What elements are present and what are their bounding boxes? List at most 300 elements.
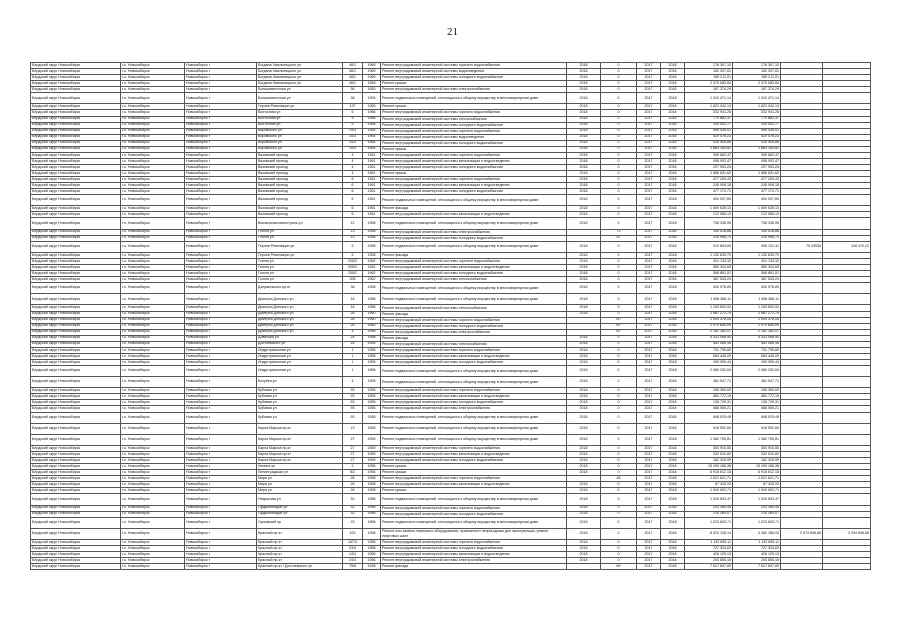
district-cell: Бердский округ Новосибирск — [31, 359, 121, 365]
start-year-cell: 2017 — [637, 252, 661, 258]
build-year-cell: 1956 — [363, 294, 381, 305]
locality-cell: Новосибирск г — [185, 564, 257, 570]
deviation-cell: 0 — [601, 341, 637, 347]
deviation-cell: 0 — [601, 423, 637, 434]
municipality-cell: г.о. Новосибирск — [121, 423, 185, 434]
end-year-cell: 2018 — [661, 128, 685, 134]
cost-total-cell: 369 304,65 — [733, 264, 781, 270]
street-cell: Воровского ул — [257, 128, 343, 134]
locality-cell: Новосибирск г — [185, 146, 257, 152]
build-year-cell: 1928 — [363, 564, 381, 570]
end-year-cell: 2018 — [661, 482, 685, 488]
work-type-cell: Ремонт внутридомовой инженерной системы холодного водоснабжения — [381, 75, 567, 81]
build-year-cell: 1958 — [363, 335, 381, 341]
work-type-cell: Ремонт внутридомовой инженерной системы горячего водоснабжения — [381, 176, 567, 182]
locality-cell: Новосибирск г — [185, 87, 257, 93]
cost-cell: 428 945,88 — [685, 140, 733, 146]
start-year-cell: 2017 — [637, 152, 661, 158]
cost-cell: 207 903,24 — [685, 164, 733, 170]
municipality-cell: г.о. Новосибирск — [121, 511, 185, 517]
start-year-cell: 2017 — [637, 335, 661, 341]
locality-cell: Новосибирск г — [185, 258, 257, 264]
municipality-cell: г.о. Новосибирск — [121, 104, 185, 110]
street-cell: Гоголя ул — [257, 235, 343, 241]
build-year-cell: 1956 — [363, 552, 381, 558]
municipality-cell: г.о. Новосибирск — [121, 164, 185, 170]
work-type-cell: Ремонт подвальных помещений, относящихся к общему имуществу в многоквартирном доме — [381, 494, 567, 505]
table-row — [31, 434, 871, 445]
house-number-cell: 23/4 — [343, 546, 363, 552]
plan-year-cell: 2018 — [567, 164, 601, 170]
locality-cell: Новосибирск г — [185, 353, 257, 359]
work-type-cell: Ремонт внутридомовой инженерной системы холодного водоснабжения — [381, 546, 567, 552]
house-number-cell: 46/1 — [343, 81, 363, 87]
table-row — [31, 365, 871, 376]
cost-cell: 2 687 272,75 — [685, 311, 733, 317]
extra-total-cell — [823, 283, 871, 294]
cost-total-cell: 1 093 376,05 — [733, 317, 781, 323]
extra-total-cell — [823, 218, 871, 229]
build-year-cell: 1956 — [363, 517, 381, 528]
build-year-cell: 1961 — [363, 176, 381, 182]
locality-cell: Новосибирск г — [185, 388, 257, 394]
start-year-cell: 2017 — [637, 488, 661, 494]
end-year-cell: 2018 — [661, 104, 685, 110]
cost-total-cell: 207 903,24 — [733, 164, 781, 170]
deviation-cell: 0 — [601, 241, 637, 252]
street-cell: Карла Маркса пр-кт — [257, 423, 343, 434]
deviation-cell: 0 — [601, 388, 637, 394]
cost-total-cell: 193 503,77 — [733, 122, 781, 128]
house-number-cell: 36 — [343, 93, 363, 104]
municipality-cell: г.о. Новосибирск — [121, 406, 185, 412]
district-cell: Бердский округ Новосибирск — [31, 347, 121, 353]
work-type-cell: Ремонт подвальных помещений, относящихся к общему имуществу в многоквартирном доме — [381, 517, 567, 528]
cost-total-cell: 67 430,93 — [733, 482, 781, 488]
end-year-cell: 2018 — [661, 122, 685, 128]
plan-year-cell: 2018 — [567, 505, 601, 511]
cost-cell: 406 439,01 — [685, 128, 733, 134]
end-year-cell: 2018 — [661, 546, 685, 552]
municipality-cell: г.о. Новосибирск — [121, 229, 185, 235]
street-cell: Героев Революции ул — [257, 241, 343, 252]
deviation-cell: 0 — [601, 164, 637, 170]
build-year-cell: 1961 — [363, 206, 381, 212]
start-year-cell: 2017 — [637, 110, 661, 116]
table-row — [31, 517, 871, 528]
municipality-cell: г.о. Новосибирск — [121, 93, 185, 104]
municipality-cell: г.о. Новосибирск — [121, 359, 185, 365]
plan-year-cell: 2018 — [567, 152, 601, 158]
build-year-cell: 1955 — [363, 412, 381, 423]
locality-cell: Новосибирск г — [185, 164, 257, 170]
locality-cell: Новосибирск г — [185, 458, 257, 464]
plan-year-cell: 2018 — [567, 252, 601, 258]
house-number-cell: 93 — [343, 394, 363, 400]
build-year-cell: 1956 — [363, 218, 381, 229]
start-year-cell: 2017 — [637, 446, 661, 452]
district-cell: Бердский округ Новосибирск — [31, 446, 121, 452]
work-type-cell: Ремонт внутридомовой инженерной системы холодного водоснабжения — [381, 164, 567, 170]
table-row — [31, 294, 871, 305]
plan-year-cell: 2018 — [567, 241, 601, 252]
end-year-cell: 2018 — [661, 394, 685, 400]
district-cell: Бердский округ Новосибирск — [31, 264, 121, 270]
house-number-cell: 18 — [343, 341, 363, 347]
extra-cost-cell — [781, 412, 823, 423]
extra-total-cell — [823, 517, 871, 528]
cost-total-cell: 1 942 800,71 — [733, 488, 781, 494]
house-number-cell: 32 — [343, 505, 363, 511]
cost-cell: 1 093 376,05 — [685, 317, 733, 323]
street-cell: Вязовский проезд — [257, 164, 343, 170]
end-year-cell: 2018 — [661, 134, 685, 140]
locality-cell: Новосибирск г — [185, 323, 257, 329]
locality-cell: Новосибирск г — [185, 81, 257, 87]
locality-cell: Новосибирск г — [185, 218, 257, 229]
house-number-cell: 167/3 — [343, 540, 363, 546]
start-year-cell: 2017 — [637, 212, 661, 218]
house-number-cell: 5/2 — [343, 470, 363, 476]
start-year-cell: 2017 — [637, 218, 661, 229]
work-type-cell: Ремонт внутридомовой инженерной системы электроснабжения — [381, 558, 567, 564]
work-type-cell: Ремонт внутридомовой инженерной системы теплоснабжения — [381, 341, 567, 347]
locality-cell: Новосибирск г — [185, 406, 257, 412]
district-cell: Бердский округ Новосибирск — [31, 104, 121, 110]
work-type-cell: Ремонт внутридомовой инженерной системы холодного водоснабжения — [381, 458, 567, 464]
end-year-cell: 2018 — [661, 505, 685, 511]
street-cell: Красный пр-кт — [257, 528, 343, 539]
cost-total-cell: 1 319 833,47 — [733, 494, 781, 505]
cost-cell: 1 223 605,71 — [685, 517, 733, 528]
cost-total-cell: 2 864 155,82 — [733, 146, 781, 152]
locality-cell: Новосибирск г — [185, 317, 257, 323]
cost-cell: 243 365,44 — [685, 505, 733, 511]
work-type-cell: Ремонт внутридомовой инженерной системы канализации и водоотведения — [381, 264, 567, 270]
work-type-cell: Ремонт внутридомовой инженерной системы канализации и водоотведения — [381, 183, 567, 189]
end-year-cell: 2018 — [661, 528, 685, 539]
cost-cell: 727 334,63 — [685, 546, 733, 552]
work-type-cell: Ремонт внутридомовой инженерной системы горячего водоснабжения — [381, 505, 567, 511]
cost-cell: 1 153 892,53 — [685, 305, 733, 311]
district-cell: Бердский округ Новосибирск — [31, 353, 121, 359]
end-year-cell: 2018 — [661, 388, 685, 394]
deviation-cell: 0 — [601, 195, 637, 206]
street-cell: Карла Маркса пр-кт — [257, 452, 343, 458]
house-number-cell: 46/1 — [343, 75, 363, 81]
work-type-cell: Ремонт внутридомовой инженерной системы холодного водоснабжения — [381, 140, 567, 146]
plan-year-cell: 2018 — [567, 511, 601, 517]
district-cell: Бердский округ Новосибирск — [31, 564, 121, 570]
build-year-cell: 1956 — [363, 540, 381, 546]
deviation-cell: 0 — [601, 540, 637, 546]
municipality-cell: г.о. Новосибирск — [121, 128, 185, 134]
start-year-cell: 2017 — [637, 552, 661, 558]
locality-cell: Новосибирск г — [185, 63, 257, 69]
end-year-cell: 2018 — [661, 323, 685, 329]
extra-total-cell: 3 294 606,66 — [823, 528, 871, 539]
build-year-cell: 1958 — [363, 283, 381, 294]
district-cell: Бердский округ Новосибирск — [31, 93, 121, 104]
end-year-cell: 2018 — [661, 63, 685, 69]
capital-repair-table — [30, 62, 871, 570]
house-number-cell: 13 — [343, 235, 363, 241]
district-cell: Бердский округ Новосибирск — [31, 452, 121, 458]
locality-cell: Новосибирск г — [185, 311, 257, 317]
house-number-cell: 26 — [343, 488, 363, 494]
start-year-cell: 2017 — [637, 406, 661, 412]
street-cell: Гоголя ул — [257, 271, 343, 277]
deviation-cell: 0 — [601, 335, 637, 341]
deviation-cell: 40* — [601, 564, 637, 570]
house-number-cell: 93 — [343, 406, 363, 412]
street-cell: Вязовский проезд — [257, 176, 343, 182]
start-year-cell: 2017 — [637, 183, 661, 189]
municipality-cell: г.о. Новосибирск — [121, 353, 185, 359]
district-cell: Бердский округ Новосибирск — [31, 341, 121, 347]
deviation-cell: 0 — [601, 511, 637, 517]
municipality-cell: г.о. Новосибирск — [121, 317, 185, 323]
extra-total-cell — [823, 93, 871, 104]
locality-cell: Новосибирск г — [185, 546, 257, 552]
district-cell: Бердский округ Новосибирск — [31, 170, 121, 176]
district-cell: Бердский округ Новосибирск — [31, 517, 121, 528]
locality-cell: Новосибирск г — [185, 341, 257, 347]
plan-year-cell: 2018 — [567, 311, 601, 317]
build-year-cell: 1956 — [363, 305, 381, 311]
start-year-cell: 2017 — [637, 134, 661, 140]
plan-year-cell: 2018 — [567, 271, 601, 277]
build-year-cell: 1961 — [363, 164, 381, 170]
street-cell: Ленинградская ул — [257, 470, 343, 476]
build-year-cell: 1966 — [363, 110, 381, 116]
build-year-cell: 1956 — [363, 494, 381, 505]
start-year-cell: 2017 — [637, 400, 661, 406]
work-type-cell: Ремонт фасада — [381, 335, 567, 341]
municipality-cell: г.о. Новосибирск — [121, 258, 185, 264]
work-type-cell: Ремонт крыши — [381, 146, 567, 152]
locality-cell: Новосибирск г — [185, 235, 257, 241]
cost-total-cell: 708 336,95 — [733, 218, 781, 229]
house-number-cell: 16 — [343, 305, 363, 311]
end-year-cell: 2018 — [661, 564, 685, 570]
end-year-cell: 2018 — [661, 277, 685, 283]
cost-cell: 195 363,00 — [685, 388, 733, 394]
street-cell: Дмитрия Донского ул — [257, 294, 343, 305]
locality-cell: Новосибирск г — [185, 412, 257, 423]
cost-total-cell: 584 445,00 — [733, 353, 781, 359]
start-year-cell: 2017 — [637, 394, 661, 400]
end-year-cell: 2018 — [661, 458, 685, 464]
cost-total-cell: 420 076,89 — [733, 283, 781, 294]
municipality-cell: г.о. Новосибирск — [121, 63, 185, 69]
cost-total-cell: 368 861,51 — [733, 271, 781, 277]
municipality-cell: г.о. Новосибирск — [121, 464, 185, 470]
locality-cell: Новосибирск г — [185, 517, 257, 528]
locality-cell: Новосибирск г — [185, 540, 257, 546]
work-type-cell: Ремонт внутридомовой инженерной системы канализации и водоотведения — [381, 394, 567, 400]
build-year-cell: 1960 — [363, 317, 381, 323]
district-cell: Бердский округ Новосибирск — [31, 377, 121, 388]
cost-total-cell: 1 310 471,14 — [733, 93, 781, 104]
deviation-cell: 0 — [601, 206, 637, 212]
district-cell: Бердский округ Новосибирск — [31, 164, 121, 170]
street-cell: Ленина ул — [257, 464, 343, 470]
cost-cell: 1 319 833,47 — [685, 494, 733, 505]
end-year-cell: 2018 — [661, 329, 685, 335]
house-number-cell: 24/4 — [343, 558, 363, 564]
end-year-cell: 2018 — [661, 189, 685, 195]
cost-total-cell: 770 662,37 — [733, 116, 781, 122]
locality-cell: Новосибирск г — [185, 400, 257, 406]
work-type-cell: Ремонт крыши — [381, 488, 567, 494]
cost-total-cell: 1 968 466,11 — [733, 294, 781, 305]
extra-cost-cell — [781, 434, 823, 445]
cost-total-cell: 2 960 292,00 — [733, 365, 781, 376]
end-year-cell: 2018 — [661, 476, 685, 482]
municipality-cell: г.о. Новосибирск — [121, 218, 185, 229]
district-cell: Бердский округ Новосибирск — [31, 528, 121, 539]
district-cell: Бердский округ Новосибирск — [31, 252, 121, 258]
end-year-cell: 2018 — [661, 75, 685, 81]
cost-total-cell: 210 269,07 — [733, 511, 781, 517]
cost-cell: 458 092,47 — [685, 158, 733, 164]
build-year-cell: 1956 — [363, 347, 381, 353]
plan-year-cell: 2018 — [567, 283, 601, 294]
cost-cell: 387 543,24 — [685, 277, 733, 283]
cost-cell: 210 269,07 — [685, 511, 733, 517]
cost-total-cell: 195 363,00 — [733, 388, 781, 394]
plan-year-cell: 2018 — [567, 365, 601, 376]
cost-cell: 7 617 807,89 — [685, 564, 733, 570]
work-type-cell: Ремонт внутридомовой инженерной системы горячего водоснабжения — [381, 128, 567, 134]
municipality-cell: г.о. Новосибирск — [121, 558, 185, 564]
municipality-cell: г.о. Новосибирск — [121, 482, 185, 488]
house-number-cell: 6 — [343, 176, 363, 182]
locality-cell: Новосибирск г — [185, 482, 257, 488]
district-cell: Бердский округ Новосибирск — [31, 134, 121, 140]
work-type-cell: Ремонт крыши — [381, 470, 567, 476]
start-year-cell: 2017 — [637, 464, 661, 470]
house-number-cell: 13 — [343, 229, 363, 235]
district-cell: Бердский округ Новосибирск — [31, 241, 121, 252]
deviation-cell: 0 — [601, 294, 637, 305]
district-cell: Бердский округ Новосибирск — [31, 558, 121, 564]
street-cell: Вязовский проезд — [257, 152, 343, 158]
house-number-cell: 26 — [343, 323, 363, 329]
deviation-cell: 0 — [601, 140, 637, 146]
street-cell: Кубовая ул — [257, 394, 343, 400]
start-year-cell: 2017 — [637, 128, 661, 134]
extra-cost-cell — [781, 218, 823, 229]
locality-cell: Новосибирск г — [185, 206, 257, 212]
plan-year-cell: 2018 — [567, 494, 601, 505]
build-year-cell: 1961 — [363, 195, 381, 206]
house-number-cell: 4 — [343, 377, 363, 388]
house-number-cell: 23 — [343, 517, 363, 528]
cost-cell: 1 968 466,11 — [685, 294, 733, 305]
extra-cost-cell — [781, 365, 823, 376]
deviation-cell: 0 — [601, 458, 637, 464]
end-year-cell: 2018 — [661, 446, 685, 452]
deviation-cell: 0 — [601, 128, 637, 134]
start-year-cell: 2017 — [637, 528, 661, 539]
build-year-cell: 1958 — [363, 528, 381, 539]
locality-cell: Новосибирск г — [185, 305, 257, 311]
street-cell: Красный пр-кт — [257, 558, 343, 564]
street-cell: Гоголя ул — [257, 277, 343, 283]
build-year-cell: 1956 — [363, 558, 381, 564]
work-type-cell: Ремонт внутридомовой инженерной системы горячего водоснабжения — [381, 388, 567, 394]
locality-cell: Новосибирск г — [185, 277, 257, 283]
cost-total-cell: 948 029,49 — [733, 412, 781, 423]
work-type-cell: Ремонт внутридомовой инженерной системы теплоснабжения — [381, 116, 567, 122]
build-year-cell: 1960 — [363, 311, 381, 317]
district-cell: Бердский округ Новосибирск — [31, 229, 121, 235]
build-year-cell: 1964 — [363, 140, 381, 146]
cost-cell: 2 960 292,00 — [685, 365, 733, 376]
municipality-cell: г.о. Новосибирск — [121, 305, 185, 311]
cost-total-cell: 2 687 272,75 — [733, 311, 781, 317]
end-year-cell: 2018 — [661, 212, 685, 218]
table-row — [31, 377, 871, 388]
work-type-cell: Ремонт фасада — [381, 206, 567, 212]
district-cell: Бердский округ Новосибирск — [31, 158, 121, 164]
end-year-cell: 2018 — [661, 540, 685, 546]
plan-year-cell: 2018 — [567, 335, 601, 341]
start-year-cell: 2017 — [637, 482, 661, 488]
cost-cell: 1 621 621,71 — [685, 476, 733, 482]
start-year-cell: 2017 — [637, 359, 661, 365]
table-row — [31, 241, 871, 252]
district-cell: Бердский округ Новосибирск — [31, 400, 121, 406]
work-type-cell: Ремонт внутридомовой инженерной системы горячего водоснабжения — [381, 63, 567, 69]
plan-year-cell: 2018 — [567, 195, 601, 206]
plan-year-cell: 2018 — [567, 446, 601, 452]
deviation-cell: 0 — [601, 134, 637, 140]
cost-cell: 67 430,93 — [685, 482, 733, 488]
street-cell: Восточная ул — [257, 122, 343, 128]
build-year-cell: 1962 — [363, 271, 381, 277]
street-cell: Большевистская ул — [257, 87, 343, 93]
plan-year-cell: 2018 — [567, 176, 601, 182]
start-year-cell: 2017 — [637, 87, 661, 93]
municipality-cell: г.о. Новосибирск — [121, 294, 185, 305]
street-cell: Дмитрия Донского ул — [257, 305, 343, 311]
cost-cell: 313 894,65 — [685, 241, 733, 252]
end-year-cell: 2018 — [661, 353, 685, 359]
start-year-cell: 2017 — [637, 558, 661, 564]
street-cell: Орджоникидзе ул — [257, 505, 343, 511]
house-number-cell: 4 — [343, 152, 363, 158]
cost-cell: 138 726,31 — [685, 400, 733, 406]
work-type-cell: Ремонт крыши — [381, 104, 567, 110]
cost-cell: 399 662,47 — [685, 152, 733, 158]
locality-cell: Новосибирск г — [185, 183, 257, 189]
end-year-cell: 2018 — [661, 176, 685, 182]
work-type-cell: Ремонт подвальных помещений, относящихся к общему имуществу в многоквартирном доме — [381, 294, 567, 305]
cost-cell: 1 310 471,14 — [685, 93, 733, 104]
extra-total-cell — [823, 195, 871, 206]
house-number-cell: 6 — [343, 206, 363, 212]
start-year-cell: 2017 — [637, 195, 661, 206]
build-year-cell: 1962 — [363, 277, 381, 283]
house-number-cell: 6 — [343, 212, 363, 218]
street-cell: Достоевского ул — [257, 341, 343, 347]
deviation-cell: 0 — [601, 552, 637, 558]
work-type-cell: Ремонт внутридомовой инженерной системы канализации и водоотведения — [381, 452, 567, 458]
end-year-cell: 2018 — [661, 359, 685, 365]
